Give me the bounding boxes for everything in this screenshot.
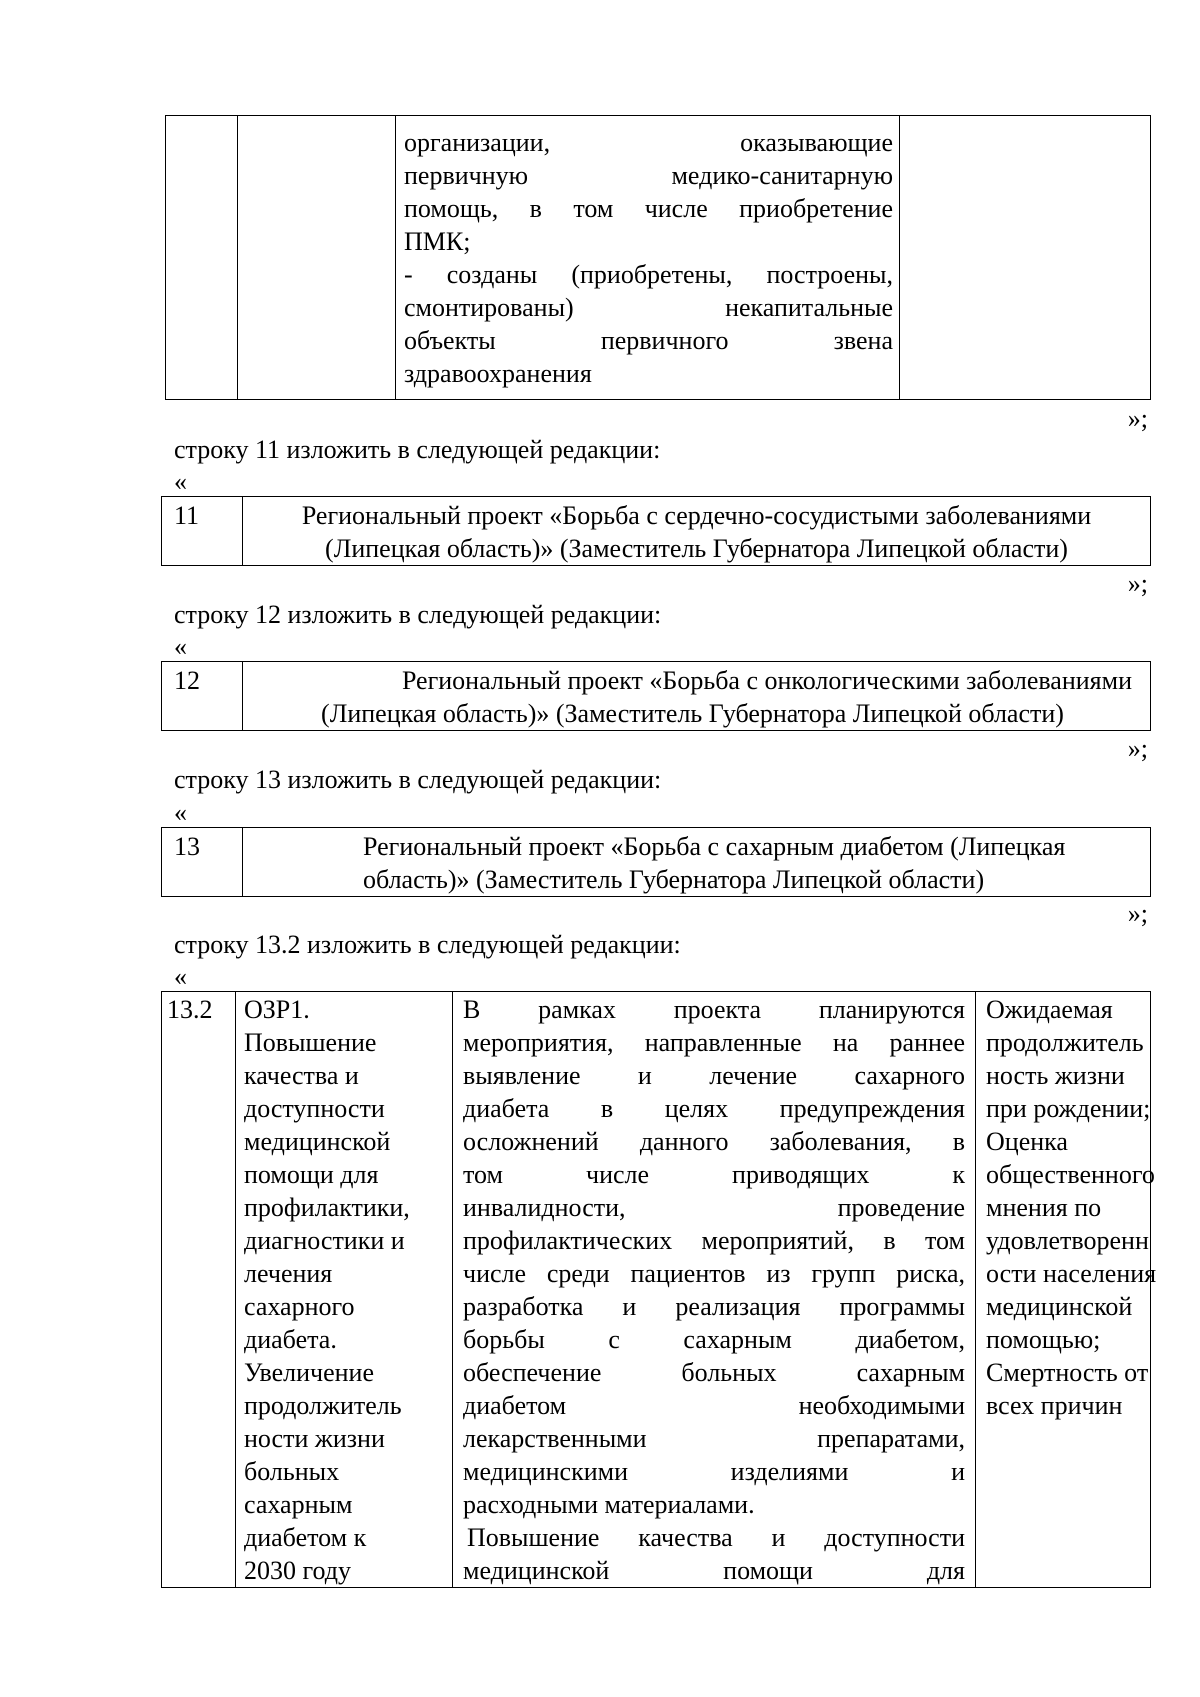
cell-line: объекты первичного звена	[404, 326, 893, 355]
cell-line: помощью;	[986, 1325, 1101, 1354]
cell-line: лечения	[244, 1259, 333, 1288]
cell-line: качества и	[244, 1061, 359, 1090]
cell-line: Увеличение	[244, 1358, 375, 1387]
cell-line: при рождении;	[986, 1094, 1151, 1123]
cell-line: организации, оказывающие	[404, 128, 893, 157]
row-13-2-table	[161, 991, 1157, 1588]
cell-line: медицинской помощи для	[463, 1556, 965, 1585]
row-13-table	[161, 827, 1151, 897]
instruction-text: строку 13 изложить в следующей редакции:	[174, 765, 662, 794]
cell-line: доступности	[244, 1094, 385, 1123]
closing-quote: »;	[1127, 734, 1148, 763]
cell-line: здравоохранения	[404, 359, 592, 388]
cell-line: числе среди пациентов из групп риска,	[463, 1259, 965, 1288]
cell-line: 2030 году	[244, 1556, 351, 1585]
cell-line: обеспечение больных сахарным	[463, 1358, 965, 1387]
empty-cell-2	[238, 116, 396, 400]
project-title-cell	[243, 662, 1151, 731]
cell-line: том числе приводящих к	[463, 1160, 965, 1189]
table-row	[162, 497, 1151, 566]
cell-line: Ожидаемая	[986, 995, 1113, 1024]
cell-line: Региональный проект «Борьба с сахарным диабетом (Липецкая	[363, 832, 1066, 861]
instruction-text: строку 12 изложить в следующей редакции:	[174, 600, 662, 629]
row-12-table	[161, 661, 1151, 731]
goal-cell	[236, 992, 453, 1588]
cell-line: Региональный проект «Борьба с онкологическими заболеваниями	[401, 666, 1132, 695]
cell-line: лекарственными препаратами,	[463, 1424, 965, 1453]
opening-quote: «	[174, 467, 187, 496]
cell-line: первичную медико-санитарную	[404, 161, 893, 190]
table-row	[162, 662, 1151, 731]
table-row	[166, 116, 1151, 400]
table-row	[162, 828, 1151, 897]
cell-line: Смертность от	[986, 1358, 1149, 1387]
row-number: 12	[162, 662, 243, 731]
cell-line: удовлетворенн	[986, 1226, 1149, 1255]
cell-line: мнения по	[986, 1193, 1102, 1222]
cell-line: медицинской	[986, 1292, 1133, 1321]
closing-quote: »;	[1127, 899, 1148, 928]
cell-line: больных	[244, 1457, 340, 1486]
cell-line: смонтированы) некапитальные	[404, 293, 893, 322]
cell-line: общественного	[986, 1160, 1155, 1189]
cell-line: осложнений данного заболевания, в	[463, 1127, 965, 1156]
cell-line: диабета.	[244, 1325, 337, 1354]
cell-line: (Липецкая область)» (Заместитель Губернатора Липецкой области)	[321, 699, 1064, 728]
instruction-text: строку 13.2 изложить в следующей редакции:	[174, 930, 681, 959]
cell-line: диабета в целях предупреждения	[463, 1094, 965, 1123]
cell-line: борьбы с сахарным диабетом,	[463, 1325, 965, 1354]
activities-cell	[453, 992, 976, 1588]
cell-line: ность жизни	[986, 1061, 1125, 1090]
empty-cell-1	[166, 116, 238, 400]
cell-line: выявление и лечение сахарного	[463, 1061, 965, 1090]
cell-line: помощи для	[244, 1160, 379, 1189]
cell-line: помощь, в том числе приобретение	[404, 194, 893, 223]
cell-line: профилактических мероприятий, в том	[463, 1226, 965, 1255]
cell-line: область)» (Заместитель Губернатора Липецкой области)	[363, 865, 985, 894]
row-number: 11	[162, 497, 243, 566]
table-row	[162, 992, 1151, 1588]
cell-line: продолжитель	[244, 1391, 402, 1420]
cell-line: расходными материалами.	[463, 1490, 755, 1519]
continuation-table	[165, 115, 1151, 400]
indicators-cell	[976, 992, 1157, 1588]
opening-quote: «	[174, 632, 187, 661]
cell-line: В рамках проекта планируются	[463, 995, 965, 1024]
cell-line: Региональный проект «Борьба с сердечно-сосудистыми заболеваниями	[301, 501, 1092, 530]
cell-line: сахарного	[244, 1292, 355, 1321]
cell-line: всех причин	[986, 1391, 1123, 1420]
instruction-text: строку 11 изложить в следующей редакции:	[174, 435, 661, 464]
cell-line: Повышение качества и доступности	[467, 1523, 965, 1552]
cell-line: сахарным	[244, 1490, 353, 1519]
cell-line: разработка и реализация программы	[463, 1292, 965, 1321]
cell-line: ости населения	[986, 1259, 1157, 1288]
cell-line: (Липецкая область)» (Заместитель Губернатора Липецкой области)	[325, 534, 1068, 563]
closing-quote: »;	[1127, 404, 1148, 433]
row-number: 13.2	[162, 992, 236, 1588]
cell-line: ОЗР1.	[244, 995, 310, 1024]
cell-line: Повышение	[244, 1028, 377, 1057]
cell-line: мероприятия, направленные на раннее	[463, 1028, 965, 1057]
project-title-cell	[243, 497, 1151, 566]
cell-line: медицинской	[244, 1127, 391, 1156]
cell-line: - созданы (приобретены, построены,	[404, 260, 893, 289]
row-number: 13	[162, 828, 243, 897]
cell-line: диабетом необходимыми	[463, 1391, 965, 1420]
cell-line: инвалидности, проведение	[463, 1193, 965, 1222]
cell-line: ности жизни	[244, 1424, 385, 1453]
cell-line: ПМК;	[404, 227, 471, 256]
cell-line: продолжитель	[986, 1028, 1144, 1057]
opening-quote: «	[174, 798, 187, 827]
row-11-table	[161, 496, 1151, 566]
cell-line: Оценка	[986, 1127, 1068, 1156]
cell-line: медицинскими изделиями и	[463, 1457, 965, 1486]
closing-quote: »;	[1127, 569, 1148, 598]
cell-line: диабетом к	[244, 1523, 367, 1552]
activities-cell	[396, 116, 900, 400]
cell-line: профилактики,	[244, 1193, 410, 1222]
cell-line: диагностики и	[244, 1226, 405, 1255]
project-title-cell	[243, 828, 1151, 897]
empty-cell-4	[900, 116, 1151, 400]
opening-quote: «	[174, 962, 187, 991]
